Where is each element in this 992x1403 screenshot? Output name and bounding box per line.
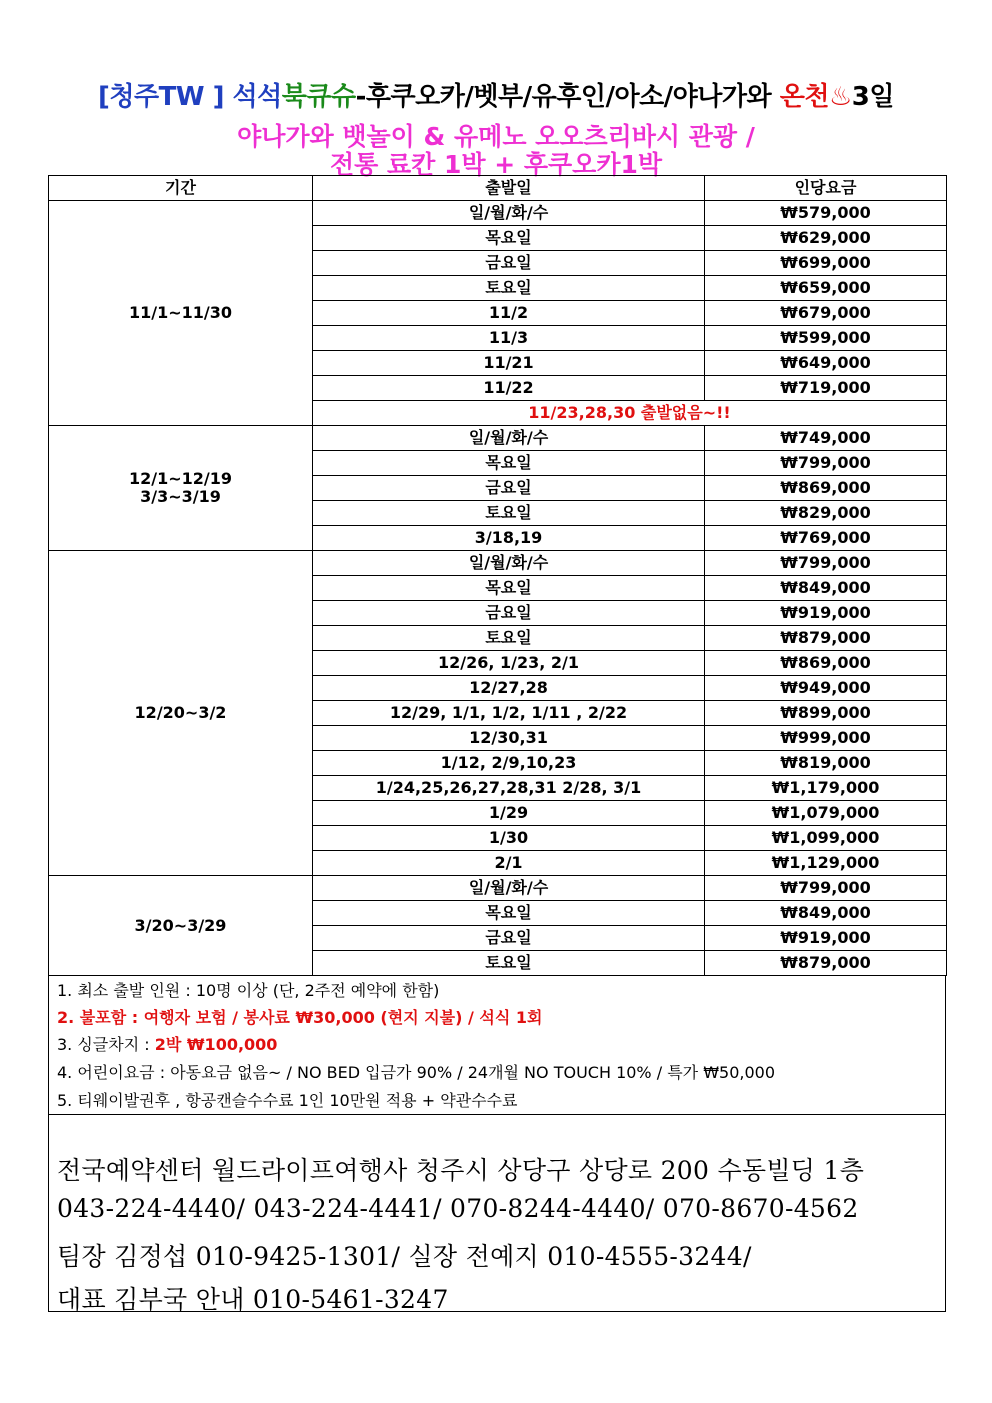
price-cell: ₩1,079,000 — [705, 801, 947, 826]
departure-date-cell: 1/29 — [313, 801, 705, 826]
price-cell: ₩749,000 — [705, 426, 947, 451]
no-departure-notice: 11/23,28,30 출발없음~!! — [313, 401, 947, 426]
price-cell: ₩899,000 — [705, 701, 947, 726]
period-label: 12/1~12/19 — [128, 469, 233, 488]
price-cell: ₩999,000 — [705, 726, 947, 751]
title-onsen: 온천 — [779, 82, 829, 112]
table-row — [49, 201, 947, 226]
period-cell — [49, 876, 313, 976]
departure-date-cell: 11/2 — [313, 301, 705, 326]
departure-date-cell: 1/30 — [313, 826, 705, 851]
price-cell: ₩719,000 — [705, 376, 947, 401]
title-cities: -후쿠오카/벳부/유후인/아소/야나가와 — [355, 82, 780, 112]
price-cell: ₩879,000 — [705, 626, 947, 651]
period-label: 3/3~3/19 — [140, 487, 221, 506]
title-region: 북큐슈 — [281, 82, 356, 112]
title-airline-seats: 석석 — [232, 82, 282, 112]
header-departure: 출발일 — [313, 176, 705, 201]
price-cell: ₩879,000 — [705, 951, 947, 976]
period-cell — [49, 201, 313, 426]
price-cell: ₩819,000 — [705, 751, 947, 776]
departure-date-cell: 일/월/화/수 — [313, 201, 705, 226]
departure-date-cell: 금요일 — [313, 476, 705, 501]
contact-address: 전국예약센터 월드라이프여행사 청주시 상당구 상당로 200 수동빌딩 1층 — [57, 1156, 865, 1185]
table-header-row — [49, 176, 947, 201]
price-cell: ₩799,000 — [705, 551, 947, 576]
departure-date-cell: 금요일 — [313, 251, 705, 276]
notes-box — [48, 975, 946, 1115]
departure-date-cell: 12/26, 1/23, 2/1 — [313, 651, 705, 676]
price-cell: ₩799,000 — [705, 451, 947, 476]
price-cell: ₩799,000 — [705, 876, 947, 901]
period-cell — [49, 551, 313, 876]
departure-date-cell: 일/월/화/수 — [313, 426, 705, 451]
price-cell: ₩679,000 — [705, 301, 947, 326]
page-title — [0, 76, 992, 113]
note-min-participants: 1. 최소 출발 인원 : 10명 이상 (단, 2주전 예약에 한함) — [57, 981, 440, 1000]
price-cell: ₩579,000 — [705, 201, 947, 226]
departure-date-cell: 토요일 — [313, 276, 705, 301]
header-price: 인당요금 — [705, 176, 947, 201]
departure-date-cell: 목요일 — [313, 451, 705, 476]
period-label: 11/1~11/30 — [128, 303, 233, 322]
departure-date-cell: 금요일 — [313, 601, 705, 626]
period-cell — [49, 426, 313, 551]
departure-date-cell: 일/월/화/수 — [313, 551, 705, 576]
price-cell: ₩829,000 — [705, 501, 947, 526]
note-single-charge — [57, 1032, 277, 1055]
departure-date-cell: 2/1 — [313, 851, 705, 876]
departure-date-cell: 11/21 — [313, 351, 705, 376]
price-cell: ₩1,099,000 — [705, 826, 947, 851]
period-label: 3/20~3/29 — [134, 915, 227, 935]
departure-date-cell: 토요일 — [313, 626, 705, 651]
departure-date-cell: 토요일 — [313, 501, 705, 526]
price-table — [48, 175, 947, 976]
table-row — [49, 876, 947, 901]
price-cell: ₩599,000 — [705, 326, 947, 351]
price-cell: ₩1,129,000 — [705, 851, 947, 876]
departure-date-cell: 11/3 — [313, 326, 705, 351]
departure-date-cell: 토요일 — [313, 951, 705, 976]
price-cell: ₩659,000 — [705, 276, 947, 301]
departure-date-cell: 목요일 — [313, 576, 705, 601]
departure-date-cell: 목요일 — [313, 901, 705, 926]
departure-date-cell: 12/30,31 — [313, 726, 705, 751]
price-cell: ₩919,000 — [705, 926, 947, 951]
table-row — [49, 426, 947, 451]
price-cell: ₩629,000 — [705, 226, 947, 251]
price-cell: ₩649,000 — [705, 351, 947, 376]
departure-date-cell: 1/12, 2/9,10,23 — [313, 751, 705, 776]
departure-date-cell: 12/29, 1/1, 1/2, 1/11 , 2/22 — [313, 701, 705, 726]
header-period: 기간 — [49, 176, 313, 201]
departure-date-cell: 목요일 — [313, 226, 705, 251]
period-label: 12/20~3/2 — [134, 703, 227, 722]
departure-date-cell: 일/월/화/수 — [313, 876, 705, 901]
departure-date-cell: 3/18,19 — [313, 526, 705, 551]
departure-date-cell: 금요일 — [313, 926, 705, 951]
contact-phones: 043-224-4440/ 043-224-4441/ 070-8244-4440/ 070-8670-4562 — [57, 1194, 859, 1223]
price-cell: ₩919,000 — [705, 601, 947, 626]
note-single-charge-value: 2박 ₩100,000 — [154, 1035, 278, 1054]
hot-spring-icon: ♨ — [828, 82, 852, 112]
table-row — [49, 551, 947, 576]
contact-ceo: 대표 김부국 안내 010-5461-3247 — [57, 1285, 449, 1314]
price-cell: ₩949,000 — [705, 676, 947, 701]
price-cell: ₩1,179,000 — [705, 776, 947, 801]
title-agency: [청주TW ] — [98, 82, 233, 112]
price-cell: ₩849,000 — [705, 901, 947, 926]
price-cell: ₩699,000 — [705, 251, 947, 276]
note-child-fare: 4. 어린이요금 : 아동요금 없음~ / NO BED 입금가 90% / 24개월 NO TOUCH 10% / 특가 ₩50,000 — [57, 1063, 776, 1082]
note-cancellation: 5. 티웨이발권후 , 항공캔슬수수료 1인 10만원 적용 + 약관수수료 — [57, 1091, 518, 1110]
price-cell: ₩849,000 — [705, 576, 947, 601]
note-exclusions: 2. 불포함 : 여행자 보험 / 봉사료 ₩30,000 (현지 지불) / 석식 1회 — [57, 1008, 543, 1027]
departure-date-cell: 1/24,25,26,27,28,31 2/28, 3/1 — [313, 776, 705, 801]
subtitle-line-2: 전통 료칸 1박 + 후쿠오카1박 — [329, 150, 663, 179]
price-cell: ₩869,000 — [705, 651, 947, 676]
departure-date-cell: 12/27,28 — [313, 676, 705, 701]
departure-date-cell: 11/22 — [313, 376, 705, 401]
contact-box — [48, 1114, 946, 1312]
contact-managers: 팀장 김정섭 010-9425-1301/ 실장 전예지 010-4555-3244/ — [57, 1242, 752, 1271]
price-cell: ₩869,000 — [705, 476, 947, 501]
title-duration: 3일 — [851, 82, 894, 112]
note-single-charge-label: 3. 싱글차지 : — [57, 1035, 155, 1054]
subtitle-line-1: 야나가와 뱃놀이 & 유메노 오오츠리바시 관광 / — [237, 122, 755, 151]
price-cell: ₩769,000 — [705, 526, 947, 551]
